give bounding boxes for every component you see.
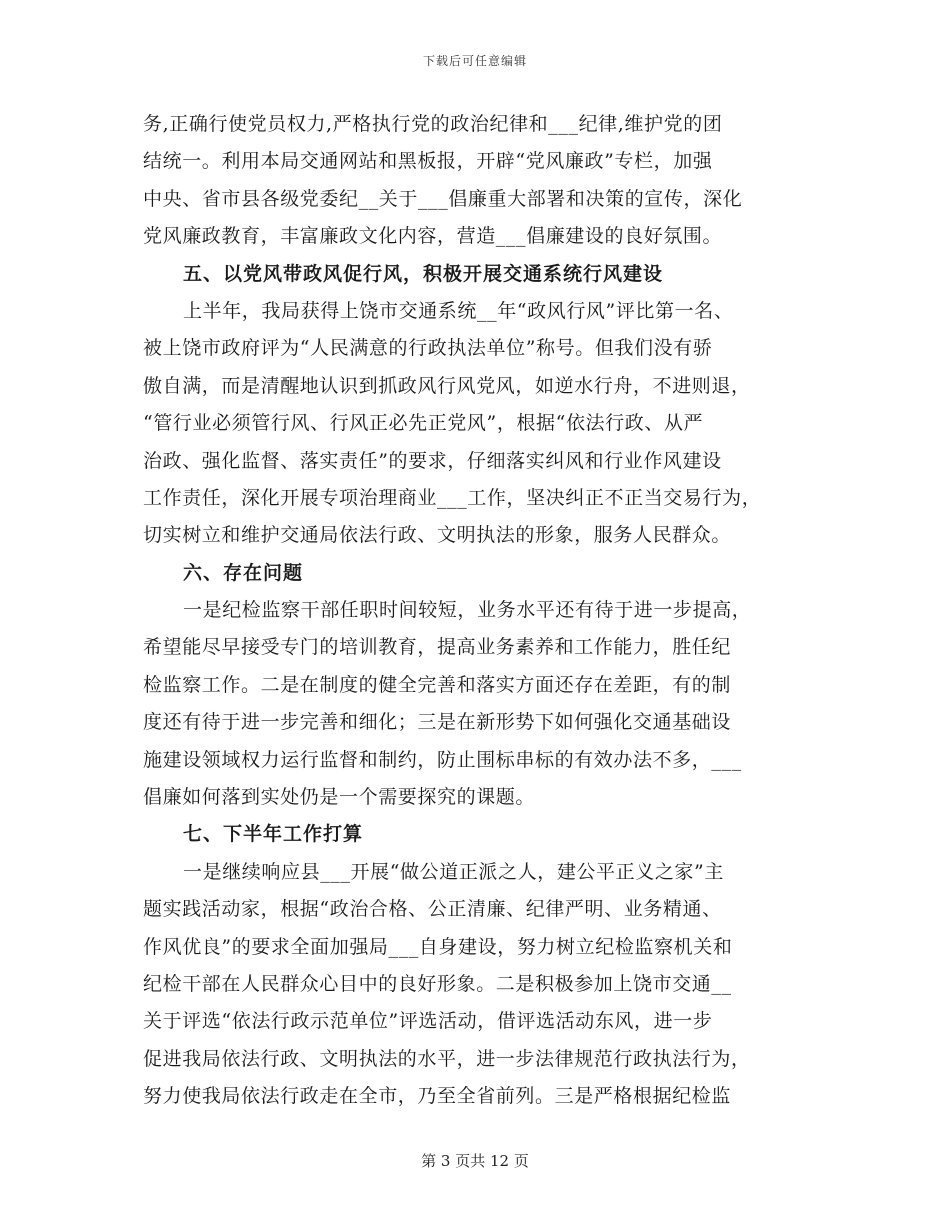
paragraph-start-line: 一是纪检监察干部任职时间较短，业务水平还有待于进一步提高，: [183, 599, 752, 622]
text-line: 度还有待于进一步完善和细化；三是在新形势下如何强化交通基础设: [143, 711, 732, 734]
text-line: “管行业必须管行风、行风正必先正党风”，根据“依法行政、从严: [143, 412, 704, 435]
text-line: 纪检干部在人民群众心目中的良好形象。二是积极参加上饶市交通__: [143, 972, 732, 995]
text-line: 倡廉如何落到实处仍是一个需要探究的课题。: [143, 786, 536, 809]
document-body: [143, 108, 815, 1118]
text-line: 被上饶市政府评为“人民满意的行政执法单位”称号。但我们没有骄: [143, 337, 713, 360]
text-line: 施建设领域权力运行监督和制约，防止围标串标的有效办法不多，___: [143, 748, 742, 771]
text-line: 中央、省市县各级党委纪__关于___倡廉重大部署和决策的宣传，深化: [143, 187, 743, 210]
paragraph-start-line: 上半年，我局获得上饶市交通系统__年“政风行风”评比第一名、: [183, 299, 734, 322]
text-line: 结统一。利用本局交通网站和黑板报，开辟“党风廉政”专栏，加强: [143, 150, 713, 173]
section-heading: 五、以党风带政风促行风，积极开展交通系统行风建设: [183, 262, 664, 285]
text-line: 希望能尽早接受专门的培训教育，提高业务素养和工作能力，胜任纪: [143, 636, 732, 659]
header-note: 下载后可任意编辑: [422, 54, 527, 68]
text-line: 关于评选“依法行政示范单位”评选活动，借评选活动东风，进一步: [143, 1010, 713, 1033]
section-heading: 七、下半年工作打算: [183, 823, 364, 846]
section-heading: 六、存在问题: [183, 561, 304, 584]
text-line: 傲自满，而是清醒地认识到抓政风行风党风，如逆水行舟，不进则退，: [143, 374, 751, 397]
text-line: 切实树立和维护交通局依法行政、文明执法的形象，服务人民群众。: [143, 524, 732, 547]
text-line: 检监察工作。二是在制度的健全完善和落实方面还存在差距，有的制: [143, 673, 732, 696]
paragraph-start-line: 一是继续响应县___开展“做公道正派之人，建公平正义之家”主: [183, 860, 724, 883]
text-line: 治政、强化监督、落实责任”的要求，仔细落实纠风和行业作风建设: [143, 449, 722, 472]
text-line: 努力使我局依法行政走在全市，乃至全省前列。三是严格根据纪检监: [143, 1085, 732, 1108]
text-line: 工作责任，深化开展专项治理商业___工作，坚决纠正不正当交易行为，: [143, 486, 762, 509]
text-line: 促进我局依法行政、文明执法的水平，进一步法律规范行政执法行为，: [143, 1047, 751, 1070]
text-line: 题实践活动家，根据“政治合格、公正清廉、纪律严明、业务精通、: [143, 898, 722, 921]
text-line: 党风廉政教育，丰富廉政文化内容，营造___倡廉建设的良好氛围。: [143, 225, 723, 248]
text-line: 作风优良”的要求全面加强局___自身建设，努力树立纪检监察机关和: [143, 935, 733, 958]
page-number-footer: 第 3 页共 12 页: [421, 1152, 529, 1170]
text-line: 务,正确行使党员权力,严格执行党的政治纪律和___纪律,维护党的团: [143, 113, 723, 135]
